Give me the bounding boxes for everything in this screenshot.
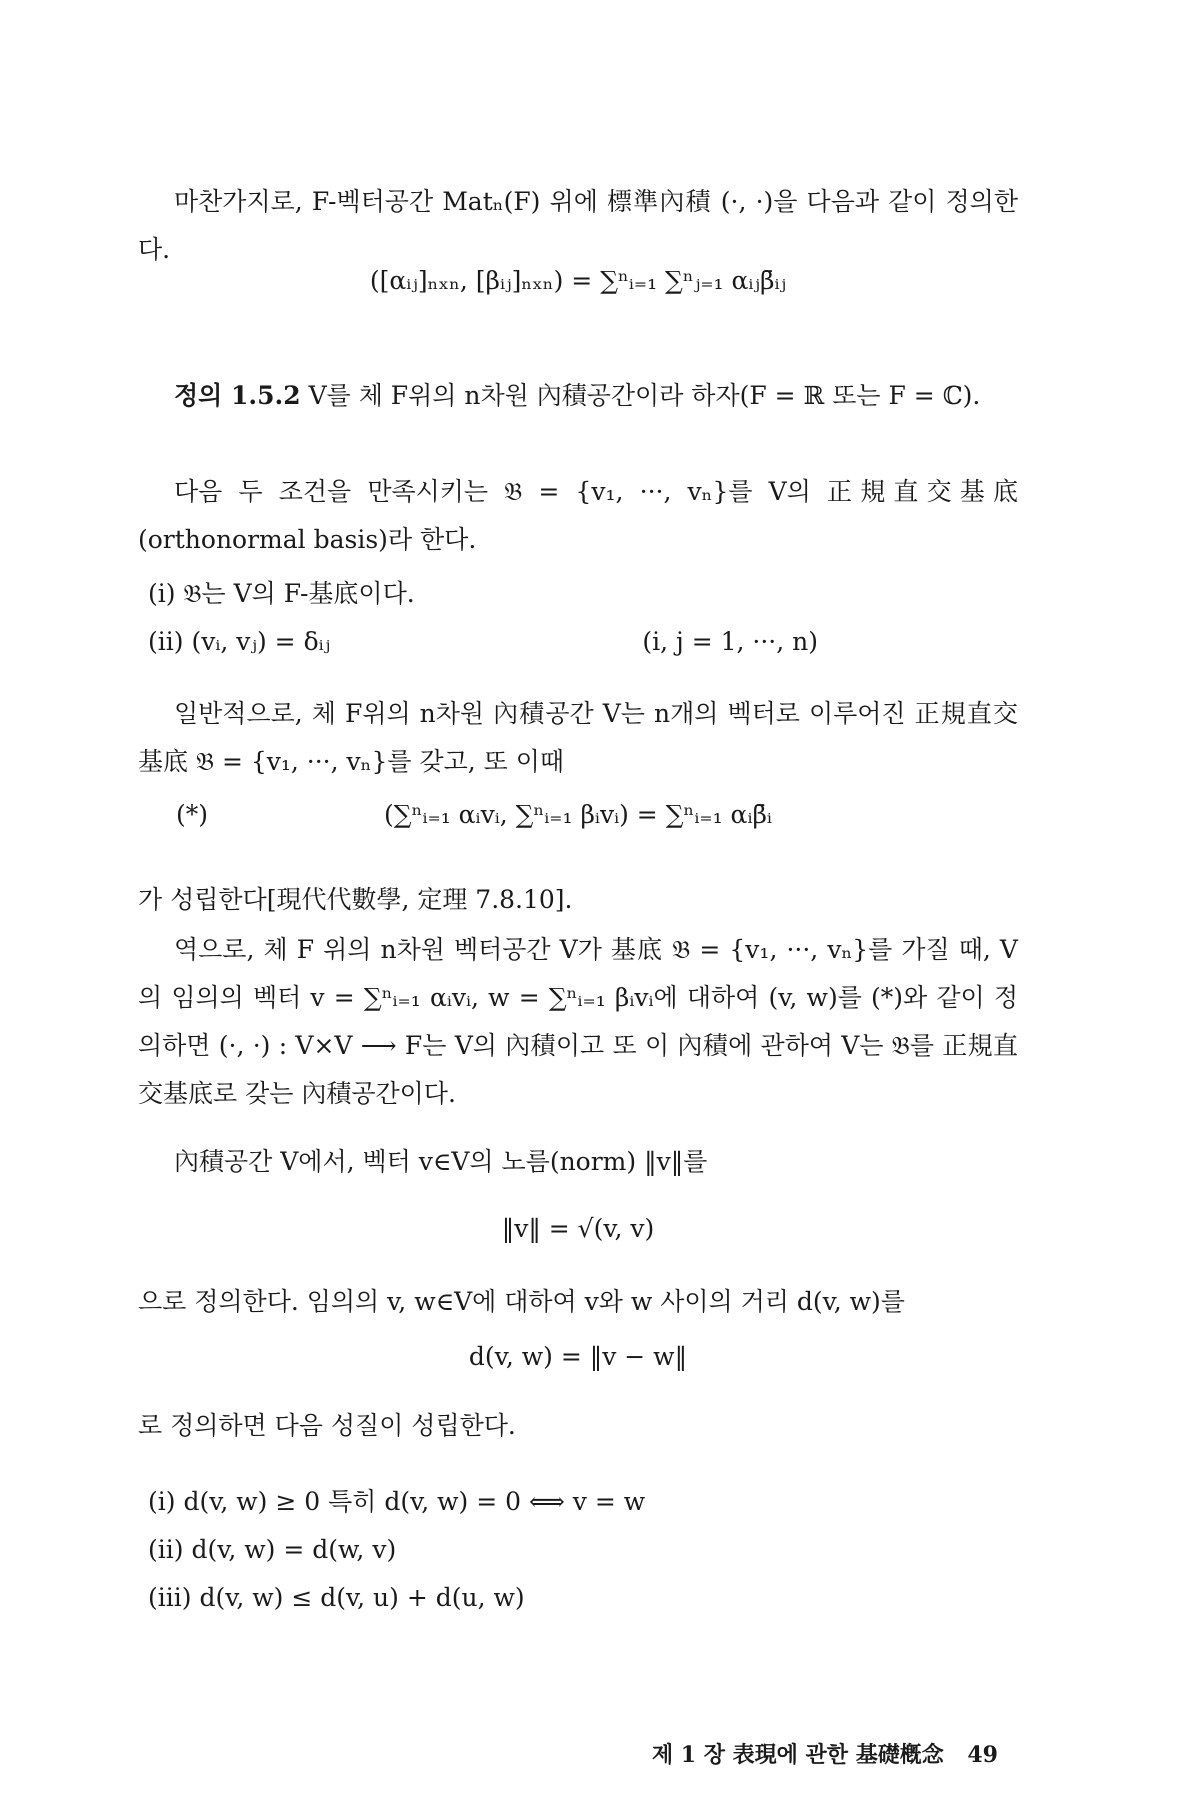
equation-norm: ‖v‖ = √(v, v) bbox=[501, 1214, 655, 1243]
condition-i: (i) 𝔅는 V의 F-基底이다. bbox=[148, 579, 415, 608]
paragraph-properties-intro bbox=[138, 1402, 1018, 1450]
paragraph-distance-definition bbox=[138, 1278, 1018, 1326]
paragraph-orthonormal-basis bbox=[138, 468, 1018, 564]
definition-text: V를 체 F위의 n차원 內積공간이라 하자(F = ℝ 또는 F = ℂ). bbox=[308, 381, 981, 410]
paragraph-matn-inner-product bbox=[138, 178, 1018, 274]
property-list bbox=[138, 1478, 1018, 1622]
equation-star-label: (*) bbox=[176, 800, 209, 829]
paragraph-general-inner-product-space bbox=[138, 690, 1018, 786]
paragraph-text: 역으로, 체 F 위의 n차원 벡터공간 V가 基底 𝔅 = {v₁, ···, vₙ}를 가질 때, V의 임의의 벡터 v = ∑ⁿᵢ₌₁ αᵢvᵢ, w = ∑ⁿᵢ₌₁ βᵢvᵢ에 대하여 (v, w)를 (*)와 같이 정의하면 (·, ·) : V×V ⟶ F는 V의 內積이고 또 이 內積에 관하여 V는 𝔅를 正規直交基底로 갖는 內積공간이다. bbox=[138, 935, 1018, 1108]
condition-ii-range: (i, j = 1, ···, n) bbox=[642, 627, 818, 656]
paragraph-text: 로 정의하면 다음 성질이 성립한다. bbox=[138, 1411, 516, 1440]
equation-star: (∑ⁿᵢ₌₁ αᵢvᵢ, ∑ⁿᵢ₌₁ βᵢvᵢ) = ∑ⁿᵢ₌₁ αᵢβ̄ᵢ bbox=[384, 800, 772, 829]
paragraph-text: 마찬가지로, F-벡터공간 Matₙ(F) 위에 標準內積 (·, ·)을 다음과 같이 정의한다. bbox=[138, 187, 1018, 264]
equation-distance: d(v, w) = ‖v − w‖ bbox=[468, 1342, 688, 1371]
paragraph-text: 일반적으로, 체 F위의 n차원 內積공간 V는 n개의 벡터로 이루어진 正規直交基底 𝔅 = {v₁, ···, vₙ}를 갖고, 또 이때 bbox=[138, 699, 1018, 776]
page-number: 49 bbox=[967, 1742, 998, 1768]
condition-ii-text: (ii) (vᵢ, vⱼ) = δᵢⱼ bbox=[148, 627, 331, 656]
property-iii: (iii) d(v, w) ≤ d(v, u) + d(u, w) bbox=[148, 1583, 525, 1612]
paragraph-text: 가 성립한다[現代代數學, 定理 7.8.10]. bbox=[138, 885, 573, 914]
property-ii: (ii) d(v, w) = d(w, v) bbox=[148, 1535, 397, 1564]
equation-standard-inner-product: ([αᵢⱼ]ₙₓₙ, [βᵢⱼ]ₙₓₙ) = ∑ⁿᵢ₌₁ ∑ⁿⱼ₌₁ αᵢⱼβ̄ᵢⱼ bbox=[369, 266, 787, 295]
property-i: (i) d(v, w) ≥ 0 특히 d(v, w) = 0 ⟺ v = w bbox=[148, 1487, 646, 1516]
paragraph-text: 으로 정의한다. 임의의 v, w∈V에 대하여 v와 w 사이의 거리 d(v, w)를 bbox=[138, 1287, 905, 1316]
condition-list bbox=[138, 570, 1018, 666]
paragraph-reference bbox=[138, 876, 1018, 924]
definition-label: 정의 1.5.2 bbox=[174, 381, 301, 410]
footer-chapter-title: 제 1 장 表現에 관한 基礎槪念 bbox=[651, 1742, 944, 1768]
condition-ii bbox=[138, 618, 1018, 666]
paragraph-text: 다음 두 조건을 만족시키는 𝔅 = {v₁, ···, vₙ}를 V의 正規直交基底(orthonormal basis)라 한다. bbox=[138, 477, 1018, 554]
paragraph-converse bbox=[138, 926, 1018, 1118]
page-footer bbox=[600, 1738, 998, 1769]
paragraph-norm-definition bbox=[138, 1138, 1018, 1186]
definition-1-5-2 bbox=[138, 372, 1018, 420]
paragraph-text: 內積공간 V에서, 벡터 v∈V의 노름(norm) ‖v‖를 bbox=[174, 1147, 708, 1176]
